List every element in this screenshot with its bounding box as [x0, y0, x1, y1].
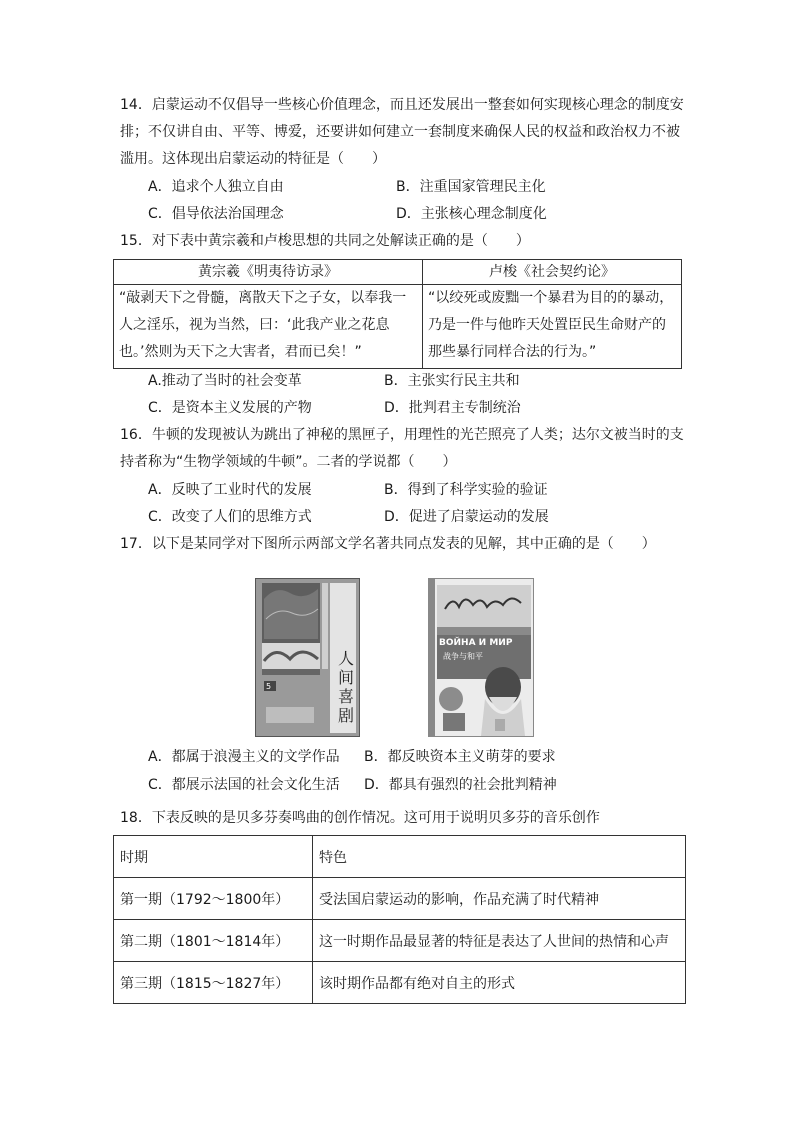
book1-title-char: 剧: [337, 706, 354, 725]
q18-period-cell: 第一期（1792～1800年）: [114, 878, 313, 920]
q14-option-a[interactable]: A．追求个人独立自由: [148, 179, 284, 195]
q16-option-b[interactable]: B．得到了科学实验的验证: [384, 482, 548, 498]
q18-header-period: 时期: [114, 836, 313, 878]
table-row: [114, 962, 686, 1004]
q15-stem: 15．对下表中黄宗羲和卢梭思想的共同之处解读正确的是（ ）: [120, 233, 530, 249]
table-row: [114, 878, 686, 920]
book1-title-char: 人: [337, 649, 354, 668]
q16-stem-line-2: 持者称为“生物学领域的牛顿”。二者的学说都（ ）: [120, 454, 457, 470]
q18-beethoven-table: [113, 835, 686, 1004]
q17-option-c[interactable]: C．都展示法国的社会文化生活: [148, 777, 340, 793]
q16-option-a[interactable]: A．反映了工业时代的发展: [148, 482, 312, 498]
book1-volume-number: 5: [266, 682, 272, 691]
q16-option-d[interactable]: D．促进了启蒙运动的发展: [384, 509, 549, 525]
book1-title-char: 喜: [337, 687, 354, 706]
book1-title-char: 间: [337, 668, 354, 687]
q15-option-c[interactable]: C．是资本主义发展的产物: [148, 400, 312, 416]
q17-stem: 17．以下是某同学对下图所示两部文学名著共同点发表的见解，其中正确的是（ ）: [120, 536, 656, 552]
q14-stem-line-2: 排；不仅讲自由、平等、博爱，还要讲如何建立一套制度来确保人民的权益和政治权力不被: [120, 124, 680, 140]
q16-option-c[interactable]: C．改变了人们的思维方式: [148, 509, 312, 525]
q14-stem-line-3: 滥用。这体现出启蒙运动的特征是（ ）: [120, 151, 386, 167]
q18-period-cell: 第三期（1815～1827年）: [114, 962, 313, 1004]
table-row: [114, 920, 686, 962]
q18-header-row: [114, 836, 686, 878]
q15-header-huang: 黄宗羲《明夷待访录》: [114, 260, 423, 285]
q15-option-b[interactable]: B．主张实行民主共和: [384, 373, 520, 389]
q18-period-cell: 第二期（1801～1814年）: [114, 920, 313, 962]
q18-feature-cell: 该时期作品都有绝对自主的形式: [313, 962, 686, 1004]
q17-option-a[interactable]: A．都属于浪漫主义的文学作品: [148, 749, 340, 765]
q16-stem-line-1: 16．牛顿的发现被认为跳出了神秘的黑匣子，用理性的光芒照亮了人类；达尔文被当时的支: [120, 427, 684, 443]
q18-feature-cell: 这一时期作品最显著的特征是表达了人世间的热情和心声: [313, 920, 686, 962]
q18-feature-cell: 受法国启蒙运动的影响，作品充满了时代精神: [313, 878, 686, 920]
q15-quote-huang: “敲剥天下之骨髓，离散天下之子女，以奉我一人之淫乐，视为当然，曰：‘此我产业之花息也。’然则为天下之大害者，君而已矣！”: [114, 285, 423, 369]
book2-title-chinese: 战争与和平: [443, 652, 483, 661]
q15-quote-rousseau: “以绞死或废黜一个暴君为目的的暴动，乃是一件与他昨天处置臣民生命财产的那些暴行同样合法的行为。”: [423, 285, 682, 369]
q17-option-d[interactable]: D．都具有强烈的社会批判精神: [364, 777, 557, 793]
q14-option-b[interactable]: B．注重国家管理民主化: [396, 179, 546, 195]
q18-header-feature: 特色: [313, 836, 686, 878]
human-comedy-book-cover: [255, 578, 360, 737]
q14-option-d[interactable]: D．主张核心理念制度化: [396, 206, 547, 222]
q15-quote-table: [113, 259, 682, 369]
q17-option-b[interactable]: B．都反映资本主义萌芽的要求: [364, 749, 556, 765]
q18-stem: 18．下表反映的是贝多芬奏鸣曲的创作情况。这可用于说明贝多芬的音乐创作: [120, 810, 600, 826]
q15-header-rousseau: 卢梭《社会契约论》: [423, 260, 682, 285]
war-and-peace-book-cover: [428, 578, 534, 737]
q14-stem-line-1: 14．启蒙运动不仅倡导一些核心价值理念，而且还发展出一整套如何实现核心理念的制度安: [120, 97, 684, 113]
q15-option-d[interactable]: D．批判君主专制统治: [384, 400, 521, 416]
book2-title-russian: ВОЙНА И МИР: [439, 638, 513, 648]
q14-option-c[interactable]: C．倡导依法治国理念: [148, 206, 284, 222]
q15-option-a[interactable]: A.推动了当时的社会变革: [148, 373, 302, 389]
